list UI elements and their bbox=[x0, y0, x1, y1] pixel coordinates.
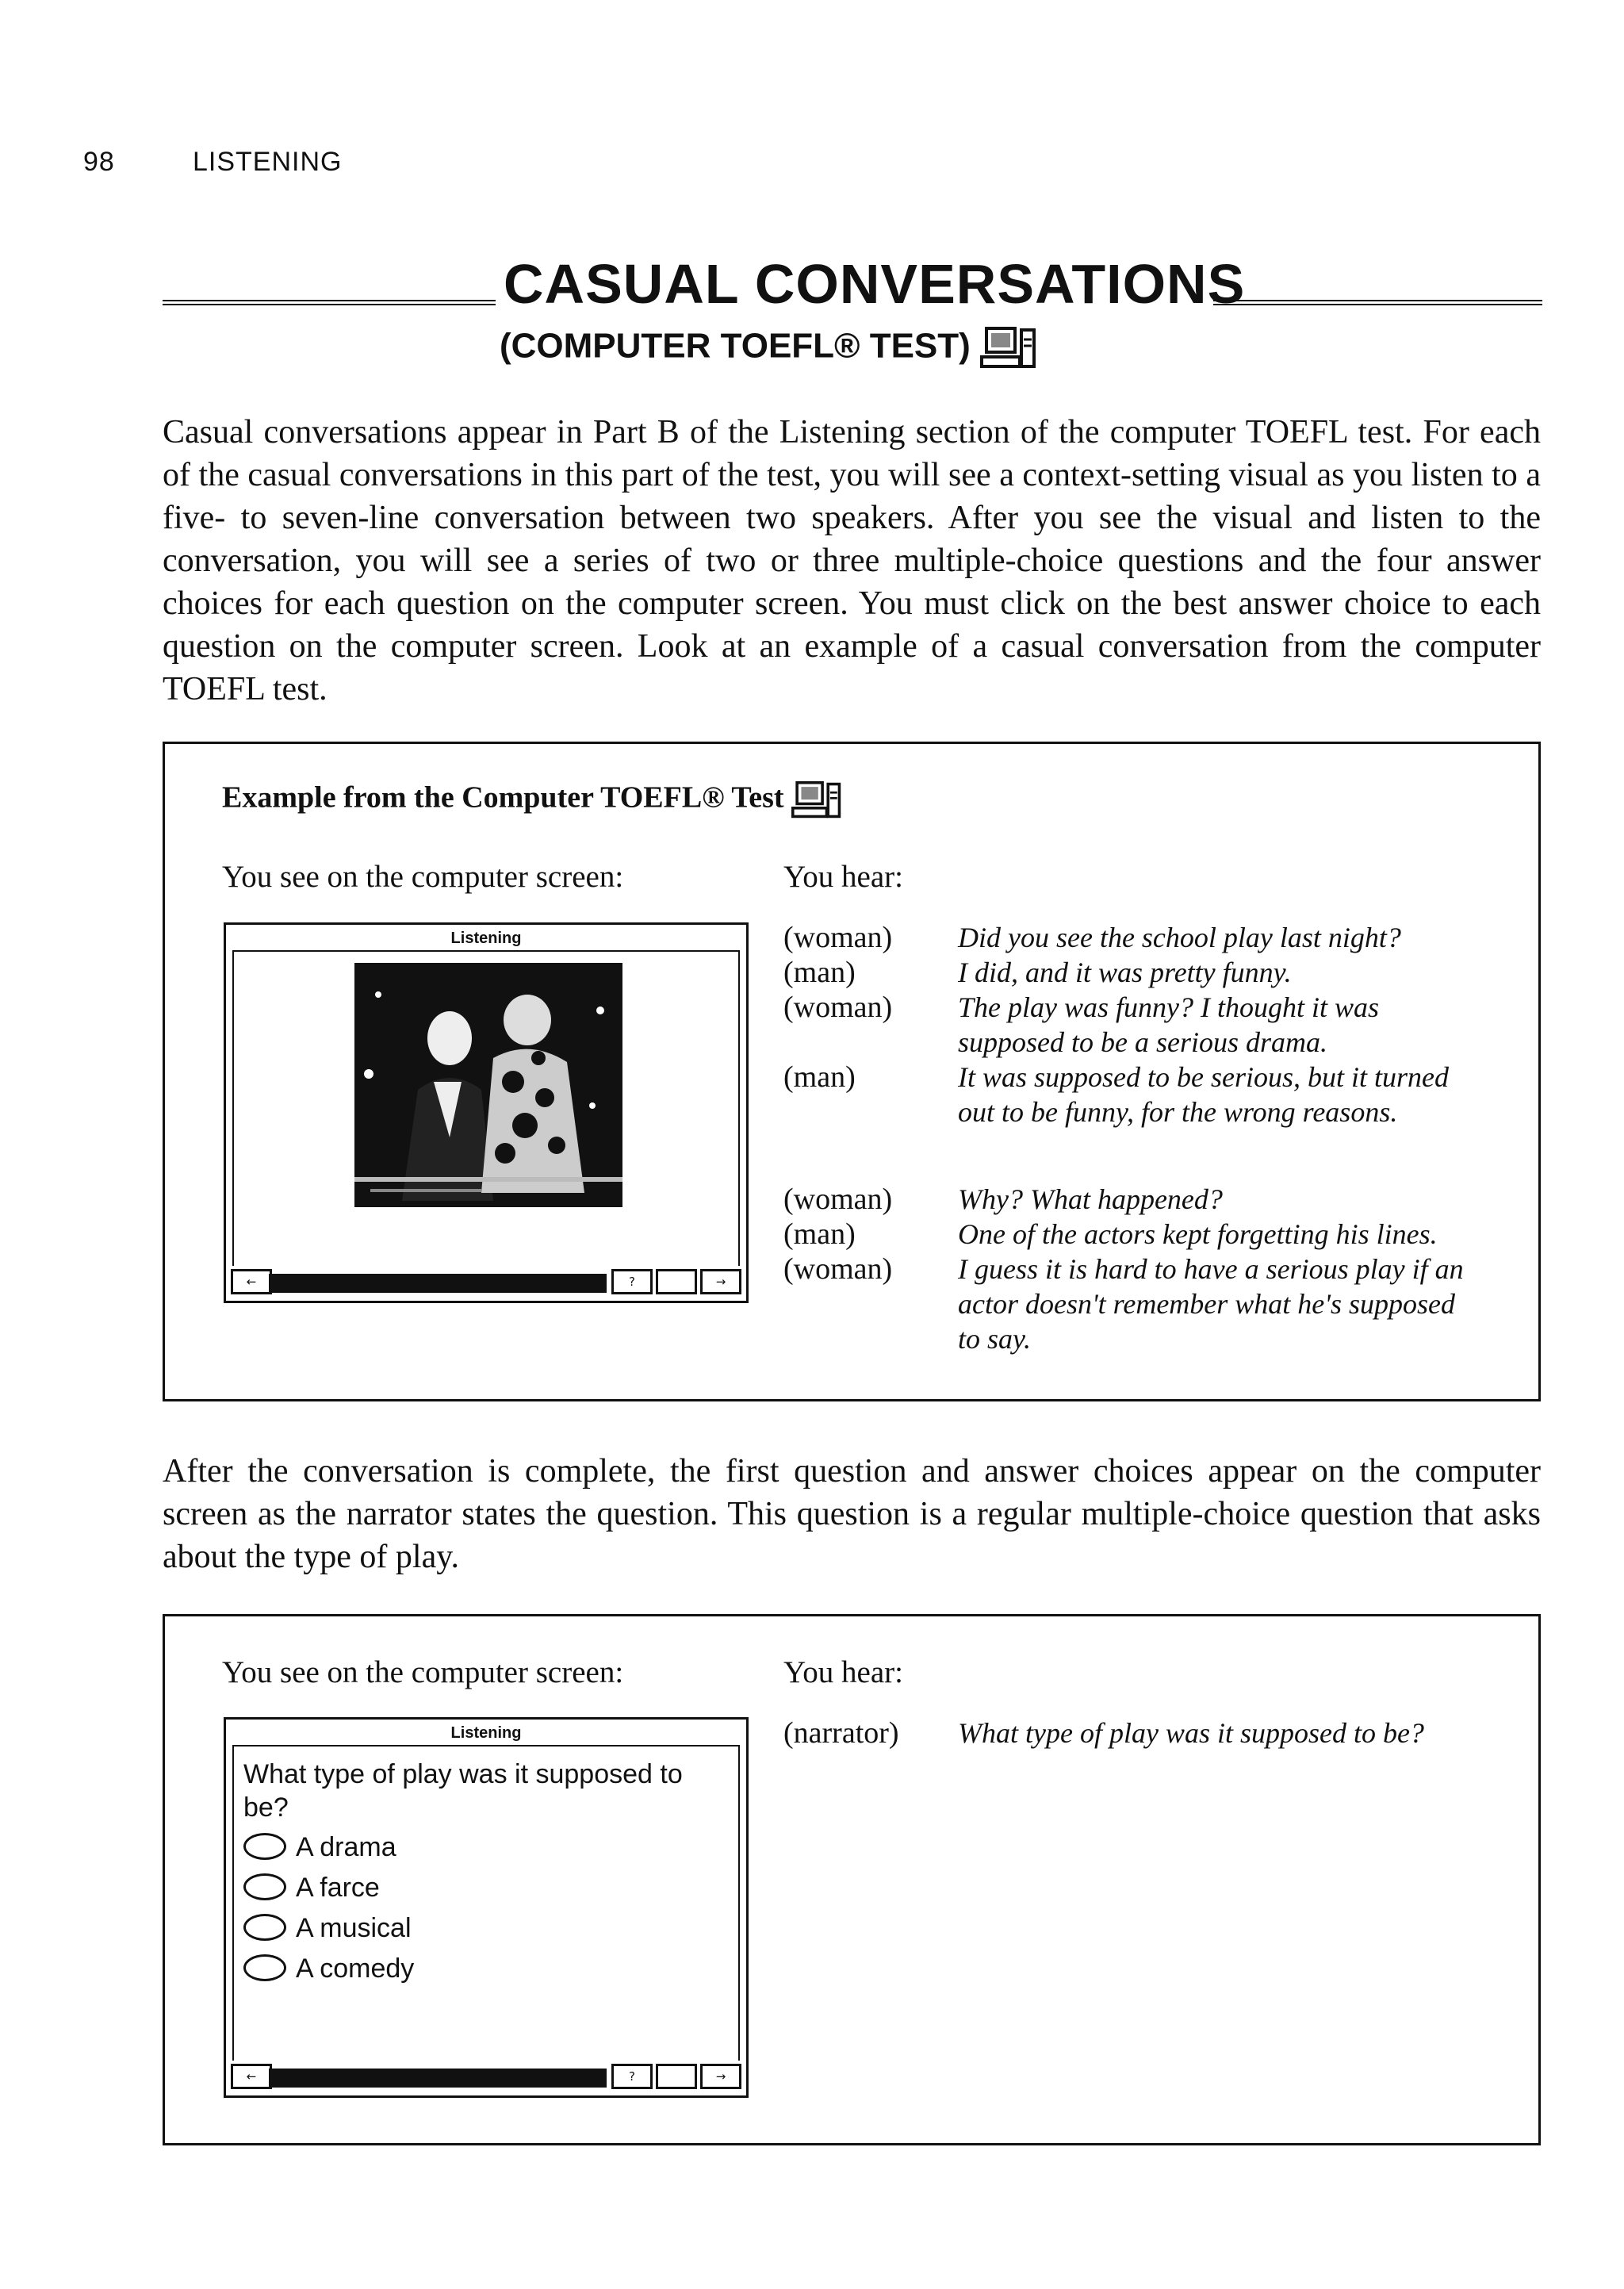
next-button[interactable]: → bbox=[700, 1269, 741, 1294]
screen-frame-left bbox=[232, 950, 234, 1266]
answer-choice[interactable] bbox=[243, 1873, 380, 1904]
computer-screen-question bbox=[224, 1717, 749, 2098]
speaker-label: (woman) bbox=[783, 991, 893, 1024]
choice-label: A drama bbox=[296, 1832, 396, 1862]
toolbar-bar bbox=[269, 1274, 607, 1293]
screen-frame-right bbox=[738, 1745, 740, 2061]
subtitle-text: (COMPUTER TOEFL® TEST) bbox=[500, 326, 971, 366]
conversation-line: Why? What happened? bbox=[958, 1183, 1223, 1215]
help-button[interactable] bbox=[656, 1269, 697, 1294]
speaker-label: (woman) bbox=[783, 1183, 893, 1216]
section-name: LISTENING bbox=[193, 147, 343, 177]
running-head bbox=[83, 147, 342, 178]
middle-paragraph: After the conversation is complete, the first question and answer choices appear on the computer screen as the narrator states the question. This question is a regular multiple-choice question that asks about the type of play. bbox=[163, 1453, 1541, 1575]
hear-label: You hear: bbox=[783, 860, 903, 894]
title-rule-left bbox=[163, 300, 496, 305]
computer-icon bbox=[980, 325, 1037, 371]
answer-choice[interactable] bbox=[243, 1832, 396, 1863]
screen-toolbar bbox=[231, 1267, 741, 1296]
speaker-label: (man) bbox=[783, 1217, 856, 1251]
conversation-line: It was supposed to be serious, but it turned out to be funny, for the wrong reasons. bbox=[958, 1061, 1449, 1128]
question-panel bbox=[163, 1614, 1541, 2145]
subtitle bbox=[500, 325, 1037, 371]
answer-choice[interactable] bbox=[243, 1913, 412, 1944]
conversation-line: I guess it is hard to have a serious play if an actor doesn't remember what he's supposed to say. bbox=[958, 1253, 1464, 1355]
radio-oval[interactable] bbox=[243, 1954, 286, 1981]
choice-label: A comedy bbox=[296, 1954, 415, 1984]
title-row bbox=[163, 252, 1542, 316]
speaker-label: (narrator) bbox=[783, 1716, 899, 1750]
screen-title-rule bbox=[232, 950, 740, 952]
example-panel-title bbox=[222, 780, 842, 821]
screen-frame-left bbox=[232, 1745, 234, 2061]
screen-title: Listening bbox=[450, 930, 522, 947]
computer-screen-listening bbox=[224, 922, 749, 1303]
screen-toolbar bbox=[231, 2062, 741, 2091]
example-panel-title-text: Example from the Computer TOEFL® Test bbox=[222, 780, 784, 815]
title-rule-right bbox=[1213, 300, 1542, 305]
help-button[interactable] bbox=[656, 2064, 697, 2089]
back-button[interactable]: ← bbox=[231, 1269, 272, 1294]
see-label: You see on the computer screen: bbox=[222, 860, 624, 894]
example-panel bbox=[163, 742, 1541, 1401]
radio-oval[interactable] bbox=[243, 1833, 286, 1860]
conversation-line: The play was funny? I thought it was supposed to be a serious drama. bbox=[958, 991, 1379, 1058]
screen-title-rule bbox=[232, 1745, 740, 1746]
narrator-line: What type of play was it supposed to be? bbox=[958, 1717, 1424, 1749]
radio-oval[interactable] bbox=[243, 1873, 286, 1900]
screen-title: Listening bbox=[450, 1724, 522, 1742]
radio-oval[interactable] bbox=[243, 1914, 286, 1941]
hear-label: You hear: bbox=[783, 1655, 903, 1689]
page-title: CASUAL CONVERSATIONS bbox=[504, 253, 1246, 315]
speaker-label: (man) bbox=[783, 956, 856, 989]
conversation-line: I did, and it was pretty funny. bbox=[958, 957, 1292, 988]
page-number: 98 bbox=[83, 147, 115, 177]
conversation-line: Did you see the school play last night? bbox=[958, 922, 1401, 953]
answer-choice[interactable] bbox=[243, 1954, 414, 1984]
screen-frame-right bbox=[738, 950, 740, 1266]
volume-button[interactable]: ? bbox=[611, 2064, 653, 2089]
see-label: You see on the computer screen: bbox=[222, 1655, 624, 1689]
choice-label: A musical bbox=[296, 1913, 412, 1943]
speaker-label: (woman) bbox=[783, 1252, 893, 1286]
intro-paragraph: Casual conversations appear in Part B of the Listening section of the computer TOEFL test. For each of the casual conversations in this part of the test, you will see a context-setting visual as you listen to a five- to seven-line conversation between two speakers. After you see the visual and listen to the conversation, you will see a series of two or three multiple-choice questions and the four answer choices for each question on the computer screen. You must click on the best answer choice to each question on the computer screen. Look at an example of a casual conversation from the computer TOEFL test. bbox=[163, 414, 1541, 707]
computer-icon bbox=[791, 780, 842, 821]
toolbar-bar bbox=[269, 2069, 607, 2088]
volume-button[interactable]: ? bbox=[611, 1269, 653, 1294]
stage-play-photo bbox=[354, 963, 622, 1207]
question-text: What type of play was it supposed to be? bbox=[243, 1759, 683, 1823]
choice-label: A farce bbox=[296, 1873, 380, 1903]
back-button[interactable]: ← bbox=[231, 2064, 272, 2089]
conversation-line: One of the actors kept forgetting his lines. bbox=[958, 1218, 1438, 1250]
speaker-label: (man) bbox=[783, 1060, 856, 1094]
speaker-label: (woman) bbox=[783, 921, 893, 954]
next-button[interactable]: → bbox=[700, 2064, 741, 2089]
